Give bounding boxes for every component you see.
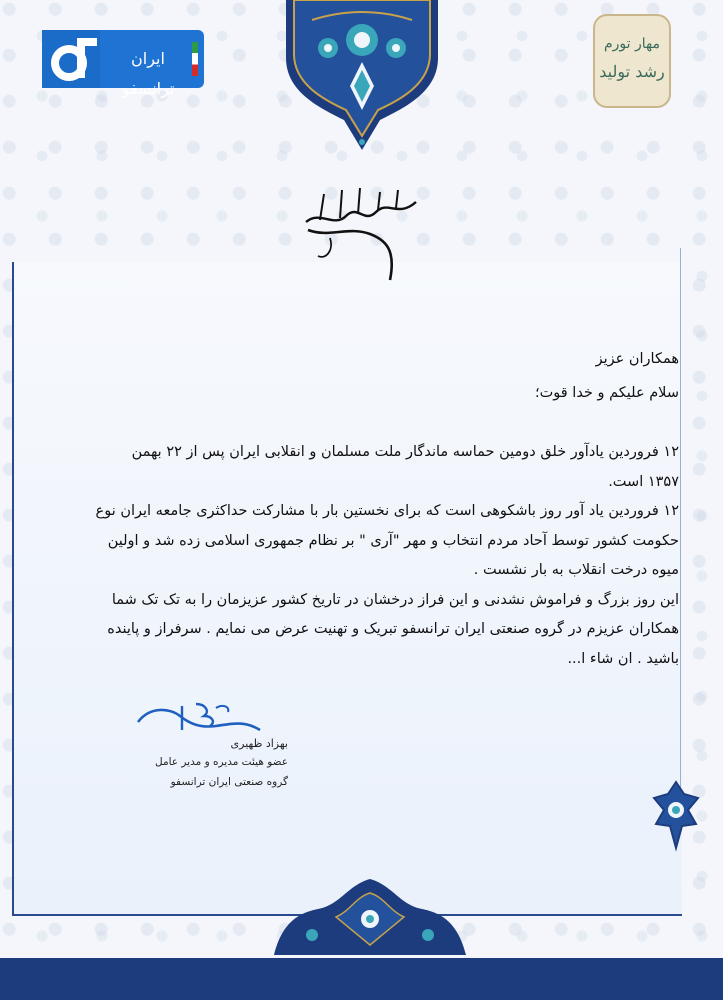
bottom-ornament	[272, 875, 468, 965]
greeting	[59, 342, 679, 410]
body-line: همکاران عزیزم در گروه صنعتی ایران ترانسفو تبریک و تهنیت عرض می نمایم . سرفراز و پاینده	[107, 621, 679, 637]
top-ornament	[282, 0, 442, 152]
signature-block	[120, 700, 300, 810]
iran-flag-icon	[192, 42, 198, 76]
signatory-name: بهزاد ظهیری	[230, 737, 288, 750]
side-ornament	[650, 780, 702, 850]
body-line: باشید . ان شاء ا...	[567, 650, 679, 667]
slogan-seal	[593, 14, 671, 108]
body-line: میوه درخت انقلاب به بار نشست .	[473, 562, 679, 578]
body-line: ۱۳۵۷ است.	[608, 473, 679, 490]
logo-text: ایران ترانسفو	[121, 49, 175, 98]
iran-transfo-logo	[42, 30, 204, 98]
frame-divider	[680, 248, 681, 796]
logo-mark-icon	[42, 30, 100, 88]
body-line: ۱۲ فروردین یادآور خلق دومین حماسه ماندگار ملت مسلمان و انقلابی ایران پس از ۲۲ بهمن	[131, 444, 679, 460]
body-line: حکومت کشور توسط آحاد مردم انتخاب و مهر "آری " بر نظام جمهوری اسلامی زده شد و اولین	[107, 532, 679, 549]
salutation: سلام علیکم و خدا قوت؛	[535, 385, 679, 401]
basmala-calligraphy	[300, 180, 422, 285]
body-line: این روز بزرگ و فراموش نشدنی و این فراز درخشان در تاریخ کشور عزیزمان را به تک تک شما	[111, 591, 679, 608]
signature-mark	[120, 700, 300, 740]
signatory-title: عضو هیئت مدیره و مدیر عامل	[155, 756, 288, 768]
addressee: همکاران عزیز	[595, 351, 679, 367]
seal-line-1: مهار تورم	[604, 36, 660, 52]
letter-body	[59, 438, 679, 674]
body-line: ۱۲ فروردین یاد آور روز باشکوهی است که برای نخستین بار با مشارکت حداکثری جامعه ایران نوع	[95, 503, 679, 519]
signatory-company: گروه صنعتی ایران ترانسفو	[170, 776, 288, 788]
seal-line-2: رشد تولید	[599, 62, 665, 81]
